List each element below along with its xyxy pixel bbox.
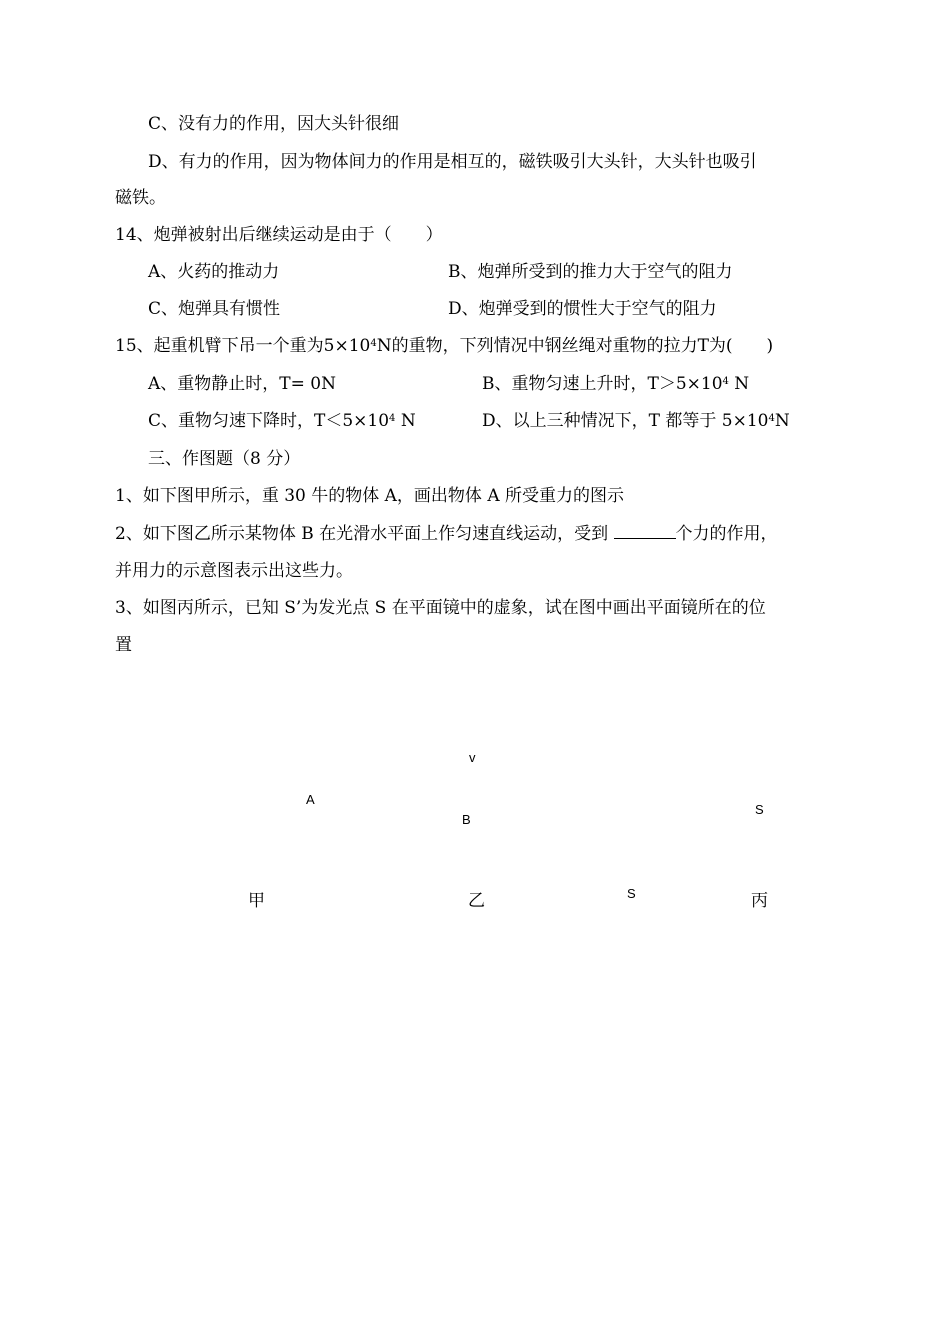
figure-caption-bing: 丙 — [751, 891, 768, 911]
figure-label-b: B — [462, 812, 471, 827]
figure-label-v: v — [469, 750, 476, 765]
section3-q2-line2: 并用力的示意图表示出这些力。 — [115, 561, 353, 581]
q14-option-c: C、炮弹具有惯性 — [148, 299, 281, 319]
q13-option-d-line1: D、有力的作用，因为物体间力的作用是相互的，磁铁吸引大头针，大头针也吸引 — [148, 152, 757, 172]
q15-option-b: B、重物匀速上升时，$T>5\times 10^4$ N — [482, 374, 750, 394]
section3-heading: 三、作图题（8 分） — [148, 449, 301, 469]
section3-q1: 1、如下图甲所示，重 30 牛的物体 A，画出物体 A 所受重力的图示 — [115, 486, 625, 506]
figure-caption-jia: 甲 — [248, 891, 265, 911]
figure-label-a: A — [306, 792, 315, 807]
q15-option-c: C、重物匀速下降时，$T<5\times 10^4$ N — [148, 411, 416, 431]
q14-stem: 14、炮弹被射出后继续运动是由于（ ） — [115, 225, 443, 245]
answer-blank[interactable] — [614, 524, 676, 539]
section3-q3-line1: 3、如图丙所示，已知 S’为发光点 S 在平面镜中的虚象，试在图中画出平面镜所在的位 — [115, 598, 766, 618]
q15-option-d: D、以上三种情况下，T 都等于 $5\times 10^4N$ — [482, 411, 790, 431]
figure-label-s-bottom: S — [627, 886, 636, 901]
q14-option-a: A、火药的推动力 — [148, 262, 280, 282]
q13-option-d-line2: 磁铁。 — [115, 188, 166, 208]
q14-option-d: D、炮弹受到的惯性大于空气的阻力 — [448, 299, 717, 319]
figure-caption-yi: 乙 — [468, 891, 485, 911]
q15-option-a: A、重物静止时，T= 0N — [148, 374, 336, 394]
figure-label-s-top: S — [755, 802, 764, 817]
q14-option-b: B、炮弹所受到的推力大于空气的阻力 — [448, 262, 733, 282]
section3-q3-line2: 置 — [115, 635, 132, 655]
q15-stem: 15、起重机臂下吊一个重为$5\times 10^4N$的重物，下列情况中钢丝绳对重物的拉力T为( ) — [115, 336, 774, 356]
q13-option-c: C、没有力的作用，因大头针很细 — [148, 114, 400, 134]
section3-q2-line1: 2、如下图乙所示某物体 B 在光滑水平面上作匀速直线运动，受到 个力的作用， — [115, 524, 778, 544]
